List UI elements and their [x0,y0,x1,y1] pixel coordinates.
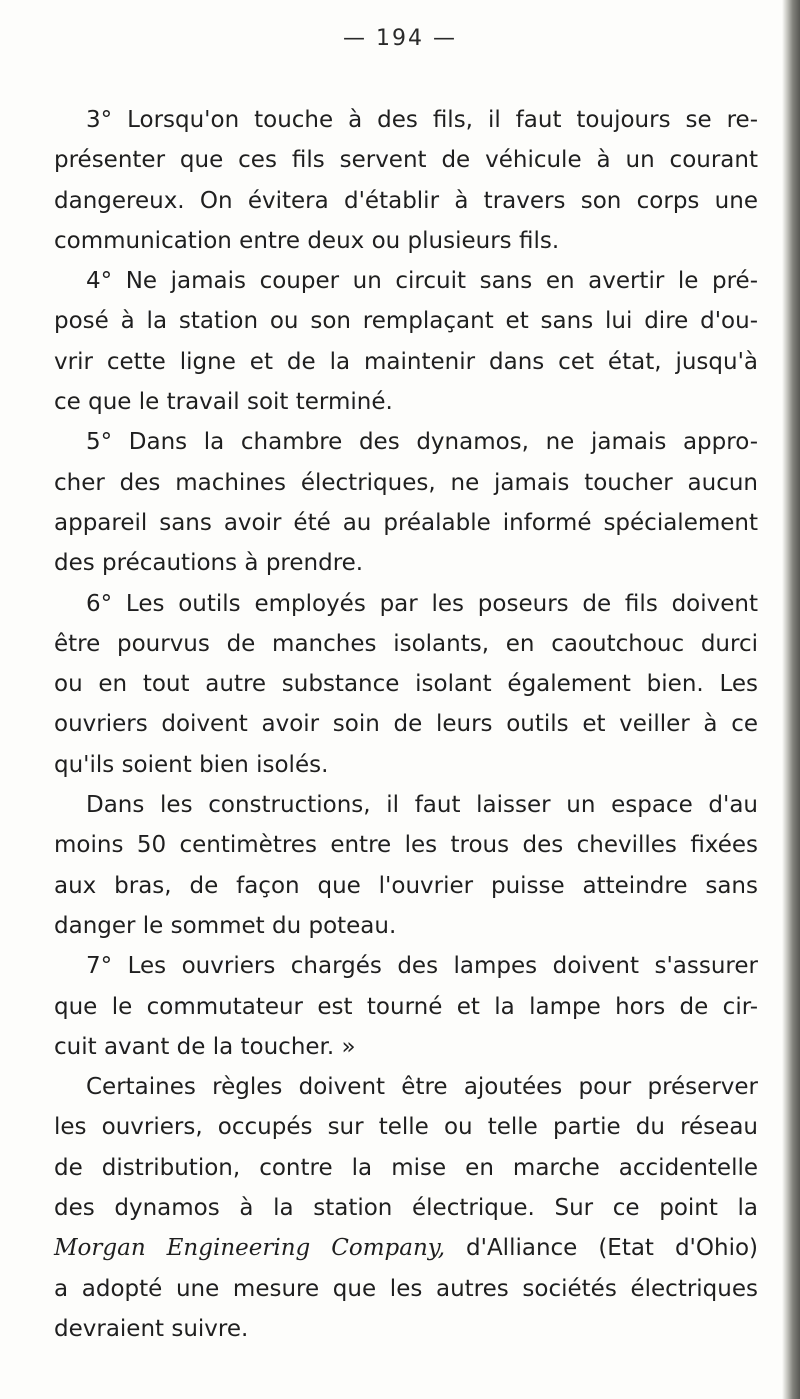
text-line: 4° Ne jamais couper un circuit sans en avertir le pré- [86,268,758,295]
text-line: appareil sans avoir été au préalable informé spécialement [54,509,758,536]
text-line: 6° Les outils employés par les poseurs de fils doivent [86,590,758,617]
text-line: des dynamos à la station électrique. Sur ce point la [54,1195,758,1222]
text-line: a adopté une mesure que les autres sociétés électriques [54,1275,758,1302]
text-line: de distribution, contre la mise en marche accidentelle [54,1154,758,1181]
text-line: cuit avant de la toucher. » [54,1033,356,1060]
text-line: les ouvriers, occupés sur telle ou telle partie du réseau [54,1114,758,1141]
text-line: 3° Lorsqu'on touche à des fils, il faut toujours se re- [86,107,758,133]
text-line: dangereux. On évitera d'établir à travers son corps une [54,187,758,214]
text-line: Certaines règles doivent être ajoutées pour préserver [86,1074,758,1101]
text-line: aux bras, de façon que l'ouvrier puisse atteindre sans [54,872,758,899]
text-line: moins 50 centimètres entre les trous des chevilles fixées [54,832,758,859]
company-location: d'Alliance (Etat d'Ohio) [445,1235,758,1262]
text-line: Dans les constructions, il faut laisser un espace d'au [86,792,758,819]
text-line: 5° Dans la chambre des dynamos, ne jamais appro- [86,429,758,456]
text-line: ouvriers doivent avoir soin de leurs outils et veiller à ce [54,711,758,738]
page-number: — 194 — [343,26,457,51]
text-line: 7° Les ouvriers chargés des lampes doivent s'assurer [86,953,758,980]
text-line: présenter que ces fils servent de véhicule à un courant [54,147,758,174]
body-text [54,100,758,1349]
text-line: ce que le travail soit terminé. [54,389,393,416]
text-line: des précautions à prendre. [54,550,364,577]
text-line: que le commutateur est tourné et la lampe hors de cir- [54,993,758,1020]
text-line [54,1228,758,1268]
text-line: communication entre deux ou plusieurs fils. [54,227,560,254]
text-line: vrir cette ligne et de la maintenir dans cet état, jusqu'à [54,348,758,375]
text-line: ou en tout autre substance isolant également bien. Les [54,671,758,698]
text-line: posé à la station ou son remplaçant et sans lui dire d'ou- [54,308,758,335]
text-line: qu'ils soient bien isolés. [54,751,329,778]
text-line: danger le sommet du poteau. [54,912,397,939]
page-edge-shadow [782,0,800,1399]
company-name: Morgan Engineering Company, [54,1235,446,1262]
text-line: cher des machines électriques, ne jamais toucher aucun [54,469,758,496]
text-line: être pourvus de manches isolants, en caoutchouc durci [54,630,758,657]
text-line: devraient suivre. [54,1315,249,1342]
